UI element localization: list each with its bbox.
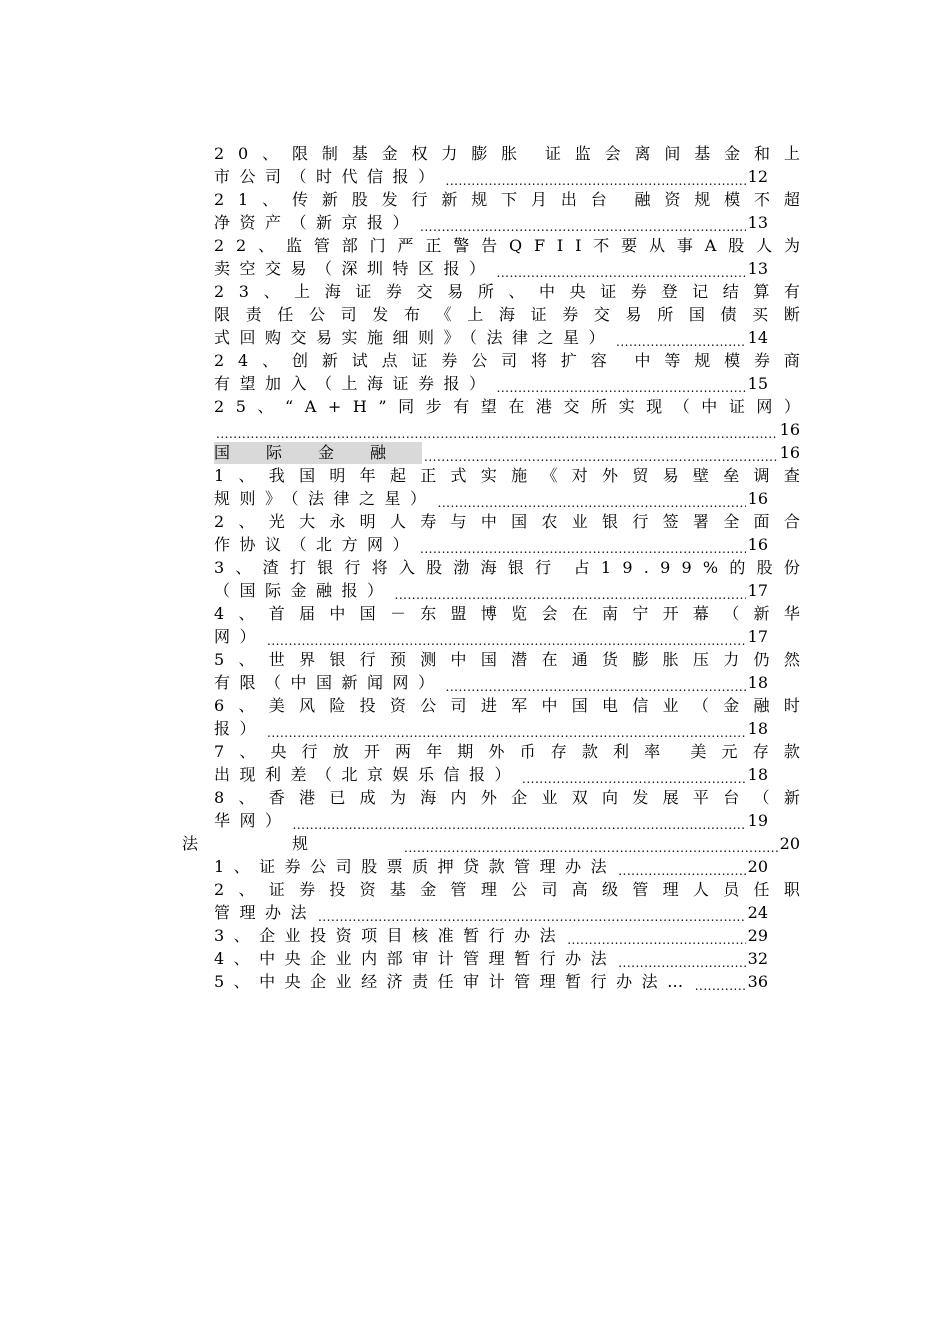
leader-dots (618, 948, 745, 970)
toc-entry-title: 5、中央企业经济责任审计管理暂行办法… (214, 972, 693, 991)
leader-dots (446, 166, 746, 188)
toc-entry-title: 国际金融 (214, 443, 423, 462)
toc-entry-line[interactable] (214, 925, 768, 947)
toc-entry-title: 式回购交易实施细则》（法律之星） (214, 328, 615, 347)
toc-page-number: 12 (747, 167, 768, 186)
toc-entry-title: （国际金融报） (214, 581, 393, 600)
toc-entry-title: 4、中央企业内部审计管理暂行办法 (214, 949, 617, 968)
leader-dots (216, 419, 778, 441)
toc-page-number: 20 (779, 834, 800, 853)
toc-entry-line[interactable] (214, 212, 768, 234)
toc-entry-title: 法规 (182, 834, 403, 853)
toc-entry-line[interactable] (214, 879, 800, 901)
toc-page-number: 17 (747, 627, 768, 646)
toc-entry-line[interactable] (214, 373, 768, 395)
leader-dots (497, 258, 746, 280)
toc-entry-title: 市公司（时代信报） (214, 167, 444, 186)
toc-entry-line[interactable] (214, 764, 768, 786)
toc-page-number: 16 (779, 443, 800, 462)
toc-entry-title: 2 0 、 限 制 基 金 权 力 膨 胀 证 监 会 离 间 基 金 和 上 (214, 144, 800, 163)
toc-entry-line[interactable] (214, 741, 800, 763)
toc-entry-line[interactable] (214, 442, 800, 464)
toc-entry-line[interactable] (214, 350, 800, 372)
toc-entry-title: 有限（中国新闻网） (214, 673, 444, 692)
leader-dots (497, 373, 746, 395)
toc-entry-title: 5 、 世 界 银 行 预 测 中 国 潜 在 通 货 膨 胀 压 力 仍 然 (214, 650, 800, 669)
toc-entry-line[interactable] (214, 649, 800, 671)
toc-entry-title: 1 、 我 国 明 年 起 正 式 实 施 《 对 外 贸 易 壁 垒 调 查 (214, 466, 800, 485)
toc-entry-line[interactable] (214, 235, 800, 257)
leader-dots (618, 856, 745, 878)
toc-entry-title: 2 4 、 创 新 试 点 证 券 公 司 将 扩 容 中 等 规 模 券 商 (214, 351, 800, 370)
toc-page-number: 16 (747, 535, 768, 554)
toc-page-number: 13 (747, 259, 768, 278)
leader-dots (424, 442, 778, 464)
toc-entry-title: 网） (214, 627, 266, 646)
leader-dots (695, 971, 746, 993)
toc-entry-title: 规则》（法律之星） (214, 489, 436, 508)
toc-entry-title: 1、证券公司股票质押贷款管理办法 (214, 857, 617, 876)
toc-page-number: 20 (747, 857, 768, 876)
toc-page-number: 29 (747, 926, 768, 945)
toc-entry-title: 管理办法 (214, 903, 317, 922)
leader-dots (616, 327, 746, 349)
toc-entry-title: 卖空交易（深圳特区报） (214, 259, 495, 278)
toc-entry-title: 4 、 首 届 中 国 － 东 盟 博 览 会 在 南 宁 开 幕 （ 新 华 (214, 604, 800, 623)
toc-page-number: 16 (747, 489, 768, 508)
leader-dots (567, 925, 745, 947)
toc-entry-title: 2 、 证 券 投 资 基 金 管 理 公 司 高 级 管 理 人 员 任 职 (214, 880, 800, 899)
toc-entry-line[interactable] (214, 166, 768, 188)
toc-entry-line[interactable] (214, 603, 800, 625)
toc-page-number: 18 (747, 673, 768, 692)
toc-page-number: 36 (747, 972, 768, 991)
toc-page-number: 14 (747, 328, 768, 347)
toc-entry-title: 7 、 央 行 放 开 两 年 期 外 币 存 款 利 率 美 元 存 款 (214, 742, 800, 761)
toc-entry-line[interactable] (214, 672, 768, 694)
toc-entry-title: 2 1 、 传 新 股 发 行 新 规 下 月 出 台 融 资 规 模 不 超 (214, 190, 800, 209)
toc-entry-line[interactable] (214, 327, 768, 349)
toc-entry-line[interactable] (214, 718, 768, 740)
toc-entry-line[interactable] (214, 695, 800, 717)
toc-page-number: 32 (747, 949, 768, 968)
toc-entry-line[interactable] (214, 580, 768, 602)
toc-entry-line[interactable] (214, 258, 768, 280)
toc-entry-line[interactable] (214, 810, 768, 832)
toc-entry-line[interactable] (214, 281, 800, 303)
toc-page-number: 13 (747, 213, 768, 232)
toc-entry-title: 6 、 美 风 险 投 资 公 司 进 军 中 国 电 信 业 （ 金 融 时 (214, 696, 800, 715)
toc-entry-line[interactable] (214, 626, 768, 648)
leader-dots (318, 902, 746, 924)
leader-dots (267, 718, 746, 740)
toc-page-number: 18 (747, 765, 768, 784)
leader-dots (267, 626, 746, 648)
toc-entry-line[interactable] (214, 143, 800, 165)
toc-entry-title: 报） (214, 719, 266, 738)
toc-entry-line[interactable] (214, 948, 768, 970)
toc-entry-title: 作协议（北方网） (214, 535, 419, 554)
toc-entry-line[interactable] (214, 971, 768, 993)
toc-entry-title: 3 、 渣 打 银 行 将 入 股 渤 海 银 行 占 1 9 . 9 9 % 的 股 份 (214, 558, 800, 577)
leader-dots (522, 764, 746, 786)
toc-entry-line[interactable] (214, 419, 800, 441)
toc-entry-title: 8 、 香 港 已 成 为 海 内 外 企 业 双 向 发 展 平 台 （ 新 (214, 788, 800, 807)
leader-dots (395, 580, 746, 602)
toc-entry-title: 限 责 任 公 司 发 布 《 上 海 证 券 交 易 所 国 债 买 断 (214, 305, 800, 324)
toc-entry-line[interactable] (214, 902, 768, 924)
toc-entry-line[interactable] (214, 488, 768, 510)
toc-entry-line[interactable] (214, 304, 800, 326)
leader-dots (404, 833, 778, 855)
toc-entry-title: 有望加入（上海证券报） (214, 374, 495, 393)
toc-entry-title: 2 5 、 “ A + H ” 同 步 有 望 在 港 交 所 实 现 （ 中 证 网 ） (214, 397, 800, 416)
leader-dots (446, 672, 746, 694)
toc-entry-title: 2 、 光 大 永 明 人 寿 与 中 国 农 业 银 行 签 署 全 面 合 (214, 512, 800, 531)
leader-dots (293, 810, 746, 832)
toc-page-number: 15 (747, 374, 768, 393)
toc-entry-title: 出现利差（北京娱乐信报） (214, 765, 521, 784)
leader-dots (420, 212, 746, 234)
toc-page-number: 17 (747, 581, 768, 600)
toc-entry-line[interactable] (182, 833, 800, 855)
toc-entry-line[interactable] (214, 787, 800, 809)
toc-entry-line[interactable] (214, 534, 768, 556)
toc-page-number: 24 (747, 903, 768, 922)
toc-entry-line[interactable] (214, 465, 800, 487)
toc-page-number: 19 (747, 811, 768, 830)
leader-dots (438, 488, 746, 510)
toc-entry-line[interactable] (214, 856, 768, 878)
toc-entry-line[interactable] (214, 511, 800, 533)
toc-entry-title: 2 3 、 上 海 证 券 交 易 所 、 中 央 证 券 登 记 结 算 有 (214, 282, 800, 301)
leader-dots (420, 534, 746, 556)
toc-entry-title: 3、企业投资项目核准暂行办法 (214, 926, 566, 945)
toc-entry-title: 2 2 、 监 管 部 门 严 正 警 告 Q F I I 不 要 从 事 A 股 人 为 (214, 236, 800, 255)
toc-page-number: 18 (747, 719, 768, 738)
toc-entry-title: 华网） (214, 811, 291, 830)
toc-entry-line[interactable] (214, 396, 800, 418)
toc-page-number: 16 (779, 420, 800, 439)
toc-entry-title: 净资产（新京报） (214, 213, 419, 232)
toc-entry-line[interactable] (214, 189, 800, 211)
toc-entry-line[interactable] (214, 557, 800, 579)
